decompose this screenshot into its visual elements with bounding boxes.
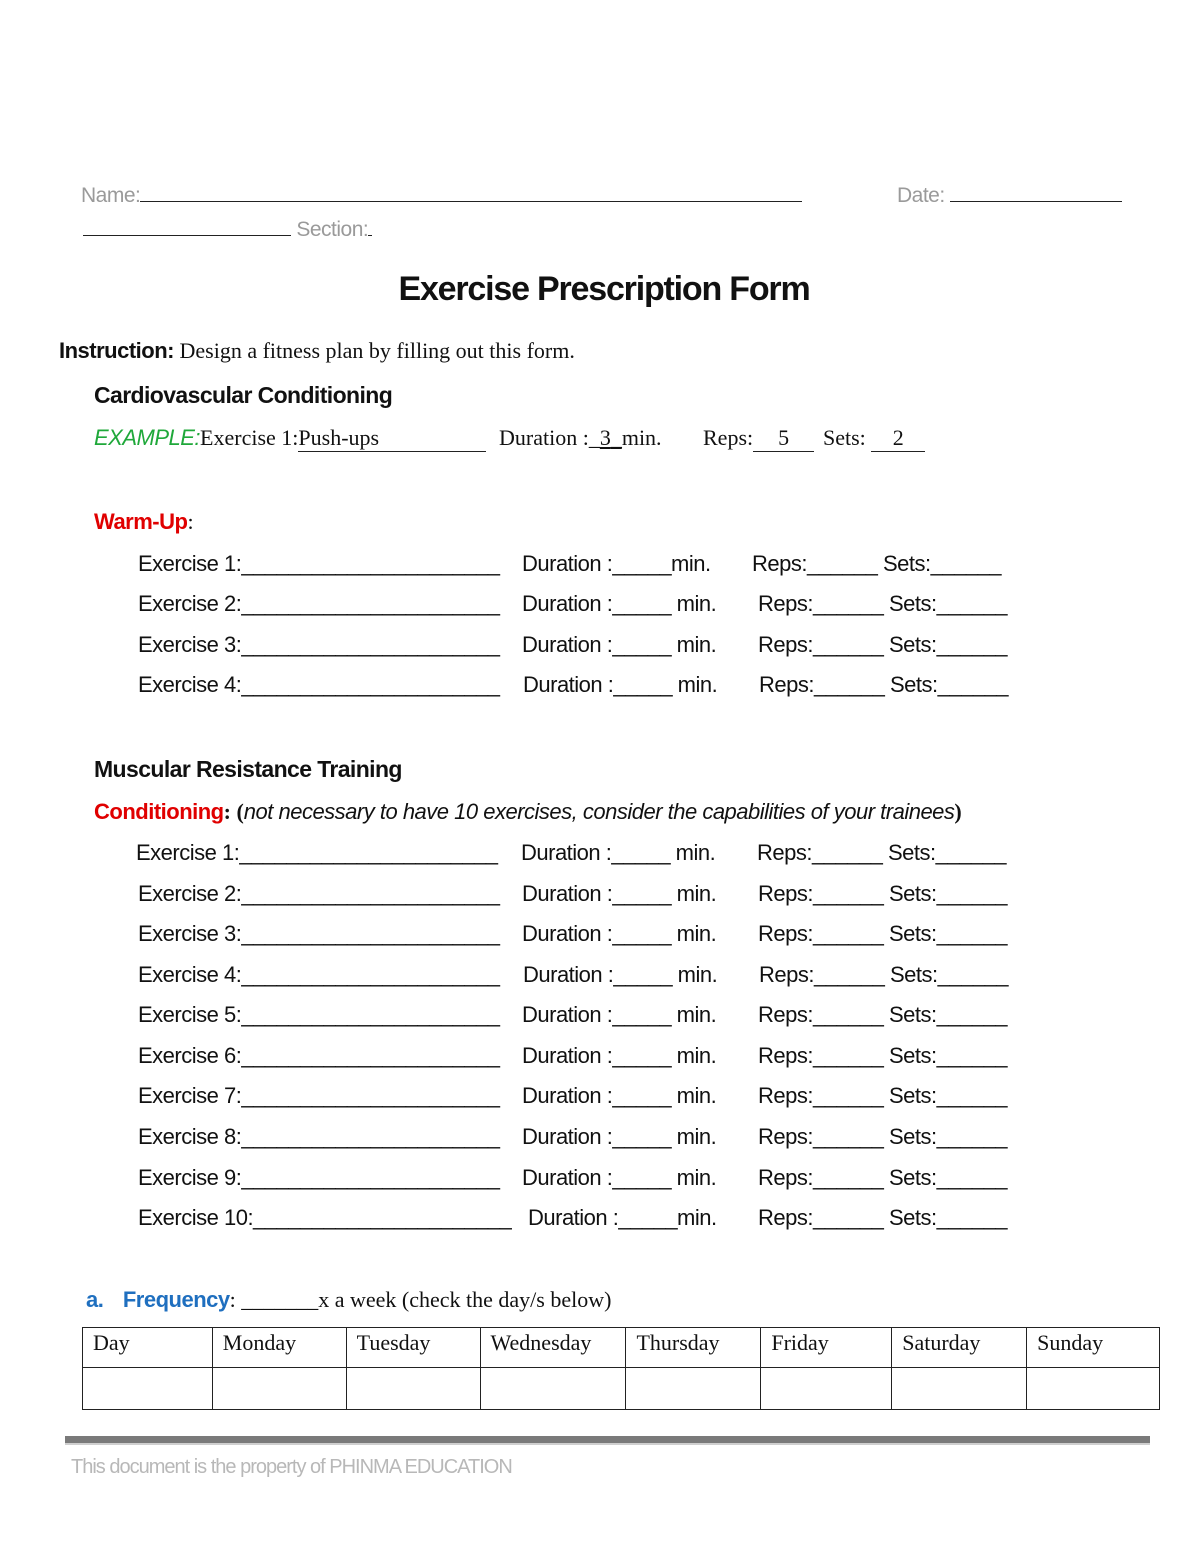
muscular-reps-5[interactable]: Reps:______ — [758, 1002, 884, 1027]
muscular-exercise-3[interactable]: Exercise 3:______________________ — [138, 921, 500, 946]
warmup-duration-2[interactable]: Duration :_____ min. — [522, 591, 717, 616]
name-field[interactable] — [140, 183, 802, 202]
instruction-label: Instruction: — [59, 338, 174, 363]
example-exercise-value: Push-ups — [298, 425, 486, 452]
conditioning-label: Conditioning — [94, 799, 224, 824]
example-reps: Reps: 5 — [703, 425, 814, 452]
instruction-text: Design a fitness plan by filling out this form. — [179, 338, 575, 363]
wednesday-header: Wednesday — [480, 1328, 626, 1368]
day-cell — [83, 1368, 213, 1410]
name-label: Name: — [81, 183, 802, 208]
frequency-marker: a. — [86, 1287, 104, 1312]
muscular-sets-10[interactable]: Sets:______ — [889, 1205, 1008, 1230]
muscular-duration-10[interactable]: Duration :_____min. — [528, 1205, 717, 1230]
sunday-header: Sunday — [1027, 1328, 1160, 1368]
muscular-heading: Muscular Resistance Training — [94, 756, 402, 782]
muscular-reps-9[interactable]: Reps:______ — [758, 1165, 884, 1190]
muscular-exercise-2[interactable]: Exercise 2:______________________ — [138, 881, 500, 906]
frequency-label: Frequency — [122, 1287, 230, 1312]
muscular-reps-10[interactable]: Reps:______ — [758, 1205, 884, 1230]
cardio-heading: Cardiovascular Conditioning — [94, 382, 393, 408]
muscular-reps-1[interactable]: Reps:______ — [757, 840, 883, 865]
warmup-sets-2[interactable]: Sets:______ — [889, 591, 1008, 616]
day-header: Day — [83, 1328, 213, 1368]
muscular-exercise-9[interactable]: Exercise 9:______________________ — [138, 1165, 500, 1190]
muscular-duration-8[interactable]: Duration :_____ min. — [522, 1124, 717, 1149]
warmup-heading: Warm-Up: — [94, 509, 194, 534]
muscular-reps-8[interactable]: Reps:______ — [758, 1124, 884, 1149]
section-field[interactable] — [368, 217, 372, 236]
warmup-reps-2[interactable]: Reps:______ — [758, 591, 884, 616]
muscular-duration-7[interactable]: Duration :_____ min. — [522, 1083, 717, 1108]
warmup-exercise-4[interactable]: Exercise 4:______________________ — [138, 672, 500, 697]
warmup-label: Warm-Up — [94, 509, 188, 534]
muscular-exercise-1[interactable]: Exercise 1:______________________ — [136, 840, 498, 865]
muscular-sets-3[interactable]: Sets:______ — [889, 921, 1008, 946]
muscular-sets-9[interactable]: Sets:______ — [889, 1165, 1008, 1190]
warmup-sets-3[interactable]: Sets:______ — [889, 632, 1008, 657]
muscular-duration-3[interactable]: Duration :_____ min. — [522, 921, 717, 946]
monday-check-cell[interactable] — [212, 1368, 346, 1410]
conditioning-heading: Conditioning: (not necessary to have 10 exercises, consider the capabilities of your trainees) — [94, 799, 962, 824]
muscular-reps-2[interactable]: Reps:______ — [758, 881, 884, 906]
muscular-duration-5[interactable]: Duration :_____ min. — [522, 1002, 717, 1027]
days-header-row — [83, 1328, 1160, 1368]
muscular-reps-4[interactable]: Reps:______ — [759, 962, 885, 987]
muscular-exercise-4[interactable]: Exercise 4:______________________ — [138, 962, 500, 987]
thursday-check-cell[interactable] — [626, 1368, 761, 1410]
warmup-reps-1[interactable]: Reps:______ — [752, 551, 878, 576]
warmup-reps-3[interactable]: Reps:______ — [758, 632, 884, 657]
section-row — [83, 213, 372, 242]
section-label: Section: — [296, 218, 369, 241]
muscular-duration-2[interactable]: Duration :_____ min. — [522, 881, 717, 906]
muscular-exercise-6[interactable]: Exercise 6:______________________ — [138, 1043, 500, 1068]
warmup-sets-4[interactable]: Sets:______ — [890, 672, 1009, 697]
example-row — [94, 425, 486, 452]
instruction — [59, 338, 575, 364]
sunday-check-cell[interactable] — [1027, 1368, 1160, 1410]
example-label: EXAMPLE: — [94, 425, 201, 450]
days-table — [82, 1327, 1160, 1410]
conditioning-note: not necessary to have 10 exercises, consider the capabilities of your trainees — [243, 799, 955, 824]
friday-header: Friday — [761, 1328, 892, 1368]
example-exercise-label: Exercise 1: — [200, 425, 299, 450]
example-sets-value: 2 — [871, 425, 925, 452]
friday-check-cell[interactable] — [761, 1368, 892, 1410]
muscular-sets-6[interactable]: Sets:______ — [889, 1043, 1008, 1068]
muscular-sets-4[interactable]: Sets:______ — [890, 962, 1009, 987]
saturday-header: Saturday — [892, 1328, 1027, 1368]
section-field-prefix[interactable] — [83, 213, 291, 236]
days-check-row — [83, 1368, 1160, 1410]
example-reps-value: 5 — [753, 425, 814, 452]
muscular-duration-1[interactable]: Duration :_____ min. — [521, 840, 716, 865]
footer-text: This document is the property of PHINMA EDUCATION — [71, 1456, 512, 1478]
page-title: Exercise Prescription Form — [398, 270, 810, 308]
footer-divider — [65, 1436, 1150, 1445]
warmup-exercise-2[interactable]: Exercise 2:______________________ — [138, 591, 500, 616]
muscular-duration-6[interactable]: Duration :_____ min. — [522, 1043, 717, 1068]
warmup-reps-4[interactable]: Reps:______ — [759, 672, 885, 697]
muscular-sets-2[interactable]: Sets:______ — [889, 881, 1008, 906]
muscular-duration-4[interactable]: Duration :_____ min. — [523, 962, 718, 987]
tuesday-header: Tuesday — [346, 1328, 480, 1368]
muscular-exercise-7[interactable]: Exercise 7:______________________ — [138, 1083, 500, 1108]
example-duration: Duration :_3_min. — [499, 425, 662, 450]
warmup-exercise-1[interactable]: Exercise 1:______________________ — [138, 551, 500, 576]
warmup-exercise-3[interactable]: Exercise 3:______________________ — [138, 632, 500, 657]
muscular-exercise-8[interactable]: Exercise 8:______________________ — [138, 1124, 500, 1149]
saturday-check-cell[interactable] — [892, 1368, 1027, 1410]
muscular-reps-6[interactable]: Reps:______ — [758, 1043, 884, 1068]
muscular-sets-1[interactable]: Sets:______ — [888, 840, 1007, 865]
example-sets: Sets: 2 — [823, 425, 925, 452]
frequency-row — [86, 1287, 611, 1313]
muscular-sets-7[interactable]: Sets:______ — [889, 1083, 1008, 1108]
date-label: Date: — [897, 183, 1122, 208]
muscular-reps-3[interactable]: Reps:______ — [758, 921, 884, 946]
frequency-text: : _______x a week (check the day/s below) — [229, 1287, 612, 1312]
muscular-sets-8[interactable]: Sets:______ — [889, 1124, 1008, 1149]
warmup-duration-3[interactable]: Duration :_____ min. — [522, 632, 717, 657]
date-field[interactable] — [950, 183, 1122, 202]
thursday-header: Thursday — [626, 1328, 761, 1368]
monday-header: Monday — [212, 1328, 346, 1368]
muscular-duration-9[interactable]: Duration :_____ min. — [522, 1165, 717, 1190]
tuesday-check-cell[interactable] — [346, 1368, 480, 1410]
warmup-duration-1[interactable]: Duration :_____min. — [522, 551, 711, 576]
wednesday-check-cell[interactable] — [480, 1368, 626, 1410]
example-duration-value: 3 — [599, 425, 611, 450]
muscular-reps-7[interactable]: Reps:______ — [758, 1083, 884, 1108]
warmup-sets-1[interactable]: Sets:______ — [883, 551, 1002, 576]
muscular-exercise-10[interactable]: Exercise 10:______________________ — [138, 1205, 512, 1230]
muscular-exercise-5[interactable]: Exercise 5:______________________ — [138, 1002, 500, 1027]
warmup-duration-4[interactable]: Duration :_____ min. — [523, 672, 718, 697]
muscular-sets-5[interactable]: Sets:______ — [889, 1002, 1008, 1027]
